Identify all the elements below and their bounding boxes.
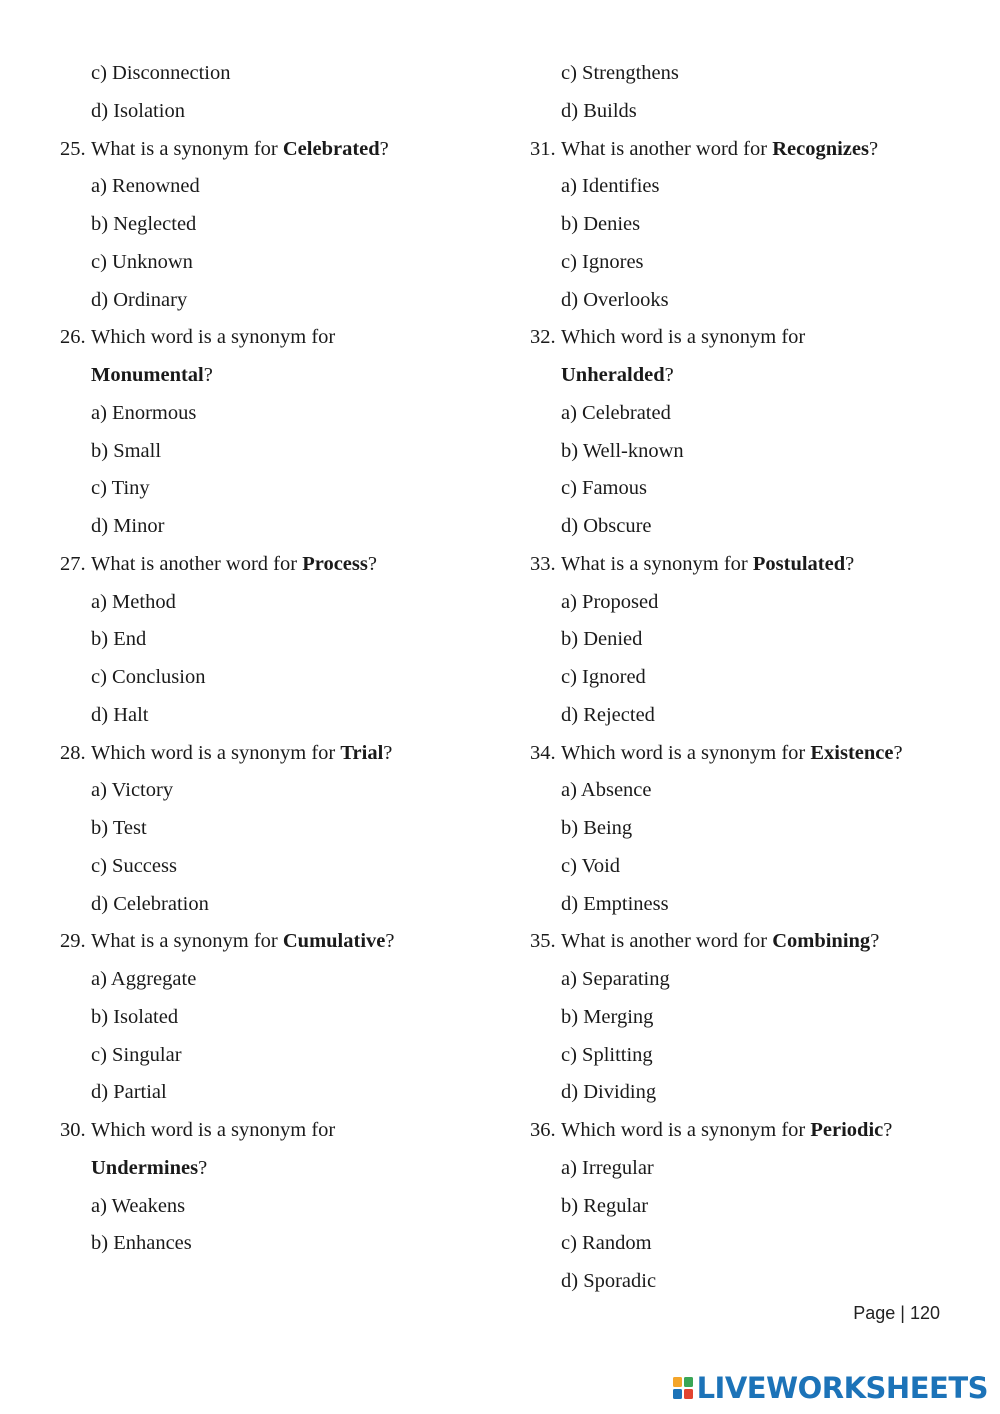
question xyxy=(530,131,970,169)
question-mark: ? xyxy=(893,741,903,764)
question-text: What is a synonym for xyxy=(91,930,283,953)
question-text: Which word is a synonym for xyxy=(91,741,341,764)
answer-option: c) Disconnection xyxy=(91,62,231,84)
question-number: 35. xyxy=(530,930,556,953)
answer-option: c) Ignored xyxy=(561,666,646,688)
answer-option: a) Aggregate xyxy=(91,968,197,990)
answer-option: d) Sporadic xyxy=(561,1270,657,1292)
question-number: 27. xyxy=(60,552,86,575)
answer-option: c) Tiny xyxy=(91,477,150,500)
answer-option: b) Well-known xyxy=(561,439,684,462)
answer-option: c) Unknown xyxy=(91,250,193,273)
question-text: Which word is a synonym for xyxy=(91,326,336,349)
answer-option: a) Victory xyxy=(91,779,174,802)
question xyxy=(530,1112,970,1150)
question-continuation xyxy=(60,357,500,395)
question xyxy=(60,131,500,169)
answer-option: c) Random xyxy=(561,1232,652,1255)
question-mark: ? xyxy=(198,1156,208,1179)
answer-option: a) Separating xyxy=(561,968,670,990)
question-number: 29. xyxy=(60,930,86,953)
answer-option: d) Dividing xyxy=(561,1081,657,1104)
question-text: Which word is a synonym for xyxy=(561,741,811,764)
answer-option: c) Strengthens xyxy=(561,62,679,84)
answer-option: a) Identifies xyxy=(561,175,660,198)
answer-option: c) Ignores xyxy=(561,250,644,273)
question-mark: ? xyxy=(868,137,879,160)
question-text: Which word is a synonym for xyxy=(561,1119,811,1141)
answer-option: a) Renowned xyxy=(91,175,200,198)
page-number: Page | 120 xyxy=(853,1303,940,1323)
answer-option: c) Splitting xyxy=(561,1043,653,1066)
question-number: 30. xyxy=(60,1119,86,1141)
answer-option: d) Obscure xyxy=(561,515,652,537)
liveworksheets-brand[interactable] xyxy=(672,1370,988,1406)
answer-option: d) Emptiness xyxy=(561,892,669,915)
brand-text: LIVEWORKSHEETS xyxy=(696,1371,988,1405)
question-mark: ? xyxy=(383,741,393,764)
question-mark: ? xyxy=(379,137,389,160)
target-word: Recognizes xyxy=(772,137,869,160)
answer-option: b) Being xyxy=(561,817,633,839)
question xyxy=(530,923,970,961)
answer-option: d) Celebration xyxy=(91,892,209,915)
question-mark: ? xyxy=(870,930,880,953)
target-word: Trial xyxy=(340,741,384,764)
question xyxy=(60,923,500,961)
question-mark: ? xyxy=(883,1119,893,1141)
answer-option: a) Weakens xyxy=(91,1194,186,1217)
question-text: What is another word for xyxy=(561,930,773,953)
question-text: What is another word for xyxy=(561,137,773,160)
answer-option: a) Irregular xyxy=(561,1156,654,1179)
answer-option: d) Overlooks xyxy=(561,288,669,311)
target-word: Cumulative xyxy=(282,930,386,953)
answer-option: a) Enormous xyxy=(91,401,197,424)
answer-option: b) Small xyxy=(91,439,162,462)
question-text: What is a synonym for xyxy=(91,137,283,160)
target-word: Undermines xyxy=(91,1156,199,1179)
question-mark: ? xyxy=(203,364,213,386)
answer-option: a) Absence xyxy=(561,779,652,802)
answer-option: a) Proposed xyxy=(561,590,659,613)
question xyxy=(60,546,500,584)
answer-option: b) Enhances xyxy=(91,1232,192,1255)
answer-option: c) Success xyxy=(91,854,177,877)
answer-option: b) Neglected xyxy=(91,213,197,235)
question-number: 25. xyxy=(60,137,86,160)
target-word: Existence xyxy=(810,741,894,764)
question-number: 33. xyxy=(530,552,556,575)
answer-option: c) Famous xyxy=(561,477,647,500)
question xyxy=(530,735,970,773)
target-word: Periodic xyxy=(810,1119,884,1141)
question-number: 28. xyxy=(60,741,86,764)
question-mark: ? xyxy=(664,364,674,386)
question-continuation xyxy=(60,1150,500,1188)
question-number: 32. xyxy=(530,326,556,349)
question-mark: ? xyxy=(367,552,377,575)
question-text: Which word is a synonym for xyxy=(91,1119,336,1141)
question-number: 34. xyxy=(530,741,556,764)
answer-option: a) Method xyxy=(91,590,176,613)
question-text: What is another word for xyxy=(91,552,303,575)
answer-option: a) Celebrated xyxy=(561,401,671,424)
answer-option: b) Regular xyxy=(561,1194,649,1217)
question-text: What is a synonym for xyxy=(561,552,753,575)
answer-option: d) Builds xyxy=(561,99,637,122)
target-word: Monumental xyxy=(91,364,204,386)
question xyxy=(530,546,970,584)
left-column xyxy=(60,55,500,1263)
right-column xyxy=(530,55,970,1301)
question-number: 26. xyxy=(60,326,86,349)
answer-option: b) Denies xyxy=(561,213,641,235)
target-word: Postulated xyxy=(752,552,846,575)
answer-option: b) Isolated xyxy=(91,1005,179,1028)
answer-option: c) Conclusion xyxy=(91,666,206,688)
question-continuation xyxy=(530,357,970,395)
answer-option: b) Denied xyxy=(561,628,643,651)
question xyxy=(60,1112,500,1150)
question-mark: ? xyxy=(385,930,395,953)
answer-option: d) Halt xyxy=(91,703,149,726)
answer-option: d) Minor xyxy=(91,515,165,537)
question xyxy=(60,319,500,357)
question xyxy=(60,735,500,773)
question-mark: ? xyxy=(845,552,855,575)
liveworksheets-logo-icon xyxy=(672,1376,694,1400)
answer-option: b) Merging xyxy=(561,1005,654,1028)
question-text: Which word is a synonym for xyxy=(561,326,806,349)
target-word: Process xyxy=(302,552,368,575)
answer-option: b) Test xyxy=(91,817,147,839)
target-word: Combining xyxy=(772,930,871,953)
question-number: 36. xyxy=(530,1119,556,1141)
answer-option: d) Isolation xyxy=(91,99,185,122)
answer-option: d) Rejected xyxy=(561,703,655,726)
target-word: Celebrated xyxy=(282,137,380,160)
target-word: Unheralded xyxy=(561,364,665,386)
question xyxy=(530,319,970,357)
answer-option: c) Singular xyxy=(91,1043,182,1066)
answer-option: b) End xyxy=(91,628,147,651)
question-number: 31. xyxy=(530,137,556,160)
answer-option: d) Partial xyxy=(91,1081,167,1104)
answer-option: d) Ordinary xyxy=(91,288,188,311)
answer-option: c) Void xyxy=(561,854,621,877)
